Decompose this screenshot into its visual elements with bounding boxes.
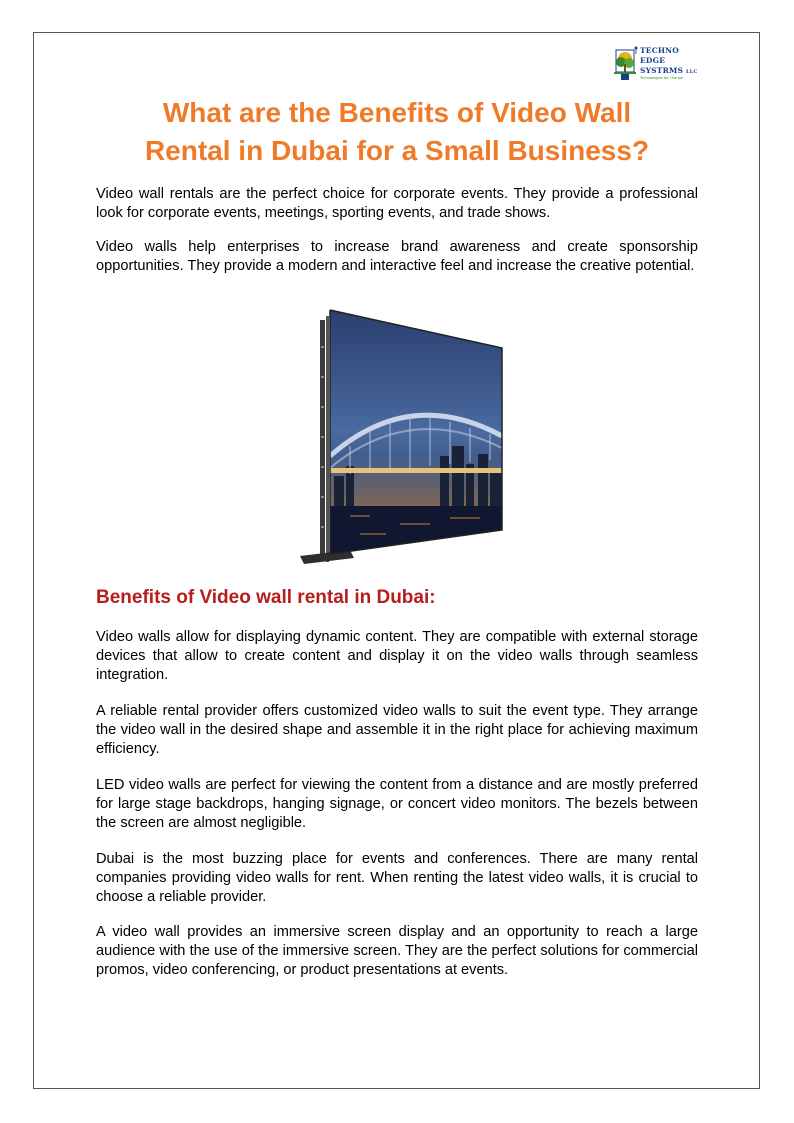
intro-paragraph-1: Video wall rentals are the perfect choice for corporate events. They provide a professional look for corporate events, meetings, sporting events, and trade shows.: [96, 186, 698, 221]
benefit-paragraph-1: Video walls allow for displaying dynamic content. They are compatible with external storage devices that allow to create content and display it on the video walls through seamless integration.: [96, 629, 698, 683]
title-line-1: What are the Benefits of Video Wall: [162, 97, 632, 128]
benefit-paragraph-4: Dubai is the most buzzing place for events and conferences. There are many rental companies providing video walls for rent. When renting the latest video walls, it is crucial to choose a reliable provider.: [96, 851, 698, 905]
section-heading: Benefits of Video wall rental in Dubai:: [96, 587, 436, 608]
title-line-2: Rental in Dubai for a Small Business?: [144, 135, 650, 166]
page-title: [60, 94, 734, 170]
benefit-paragraph-5: A video wall provides an immersive screen display and an opportunity to reach a large audience with the use of the immersive screen. They are the perfect solutions for commercial promos, video conferencing, or product presentations at events.: [96, 924, 698, 978]
company-logo: [612, 44, 702, 84]
logo-tree-icon: [612, 44, 640, 84]
video-wall-image: [290, 306, 530, 566]
logo-line-1: TECHNO: [640, 46, 679, 55]
logo-tagline: Technologies for Change: [640, 76, 683, 80]
benefit-paragraph-2: A reliable rental provider offers customized video walls to suit the event type. They arrange the video wall in the desired shape and assemble it in the right place for achieving maximum efficiency.: [96, 703, 698, 757]
intro-paragraph-2: Video walls help enterprises to increase brand awareness and create sponsorship opportunities. They provide a modern and interactive feel and increase the creative potential.: [96, 239, 698, 274]
benefit-paragraph-3: LED video walls are perfect for viewing the content from a distance and are mostly preferred for large stage backdrops, hanging signage, or concert video monitors. The bezels between the screen are almost negligible.: [96, 777, 698, 831]
logo-line-2: EDGE: [640, 56, 666, 65]
logo-wordmark: [640, 46, 698, 77]
logo-line-3: SYSTRMS LLC: [640, 66, 698, 75]
